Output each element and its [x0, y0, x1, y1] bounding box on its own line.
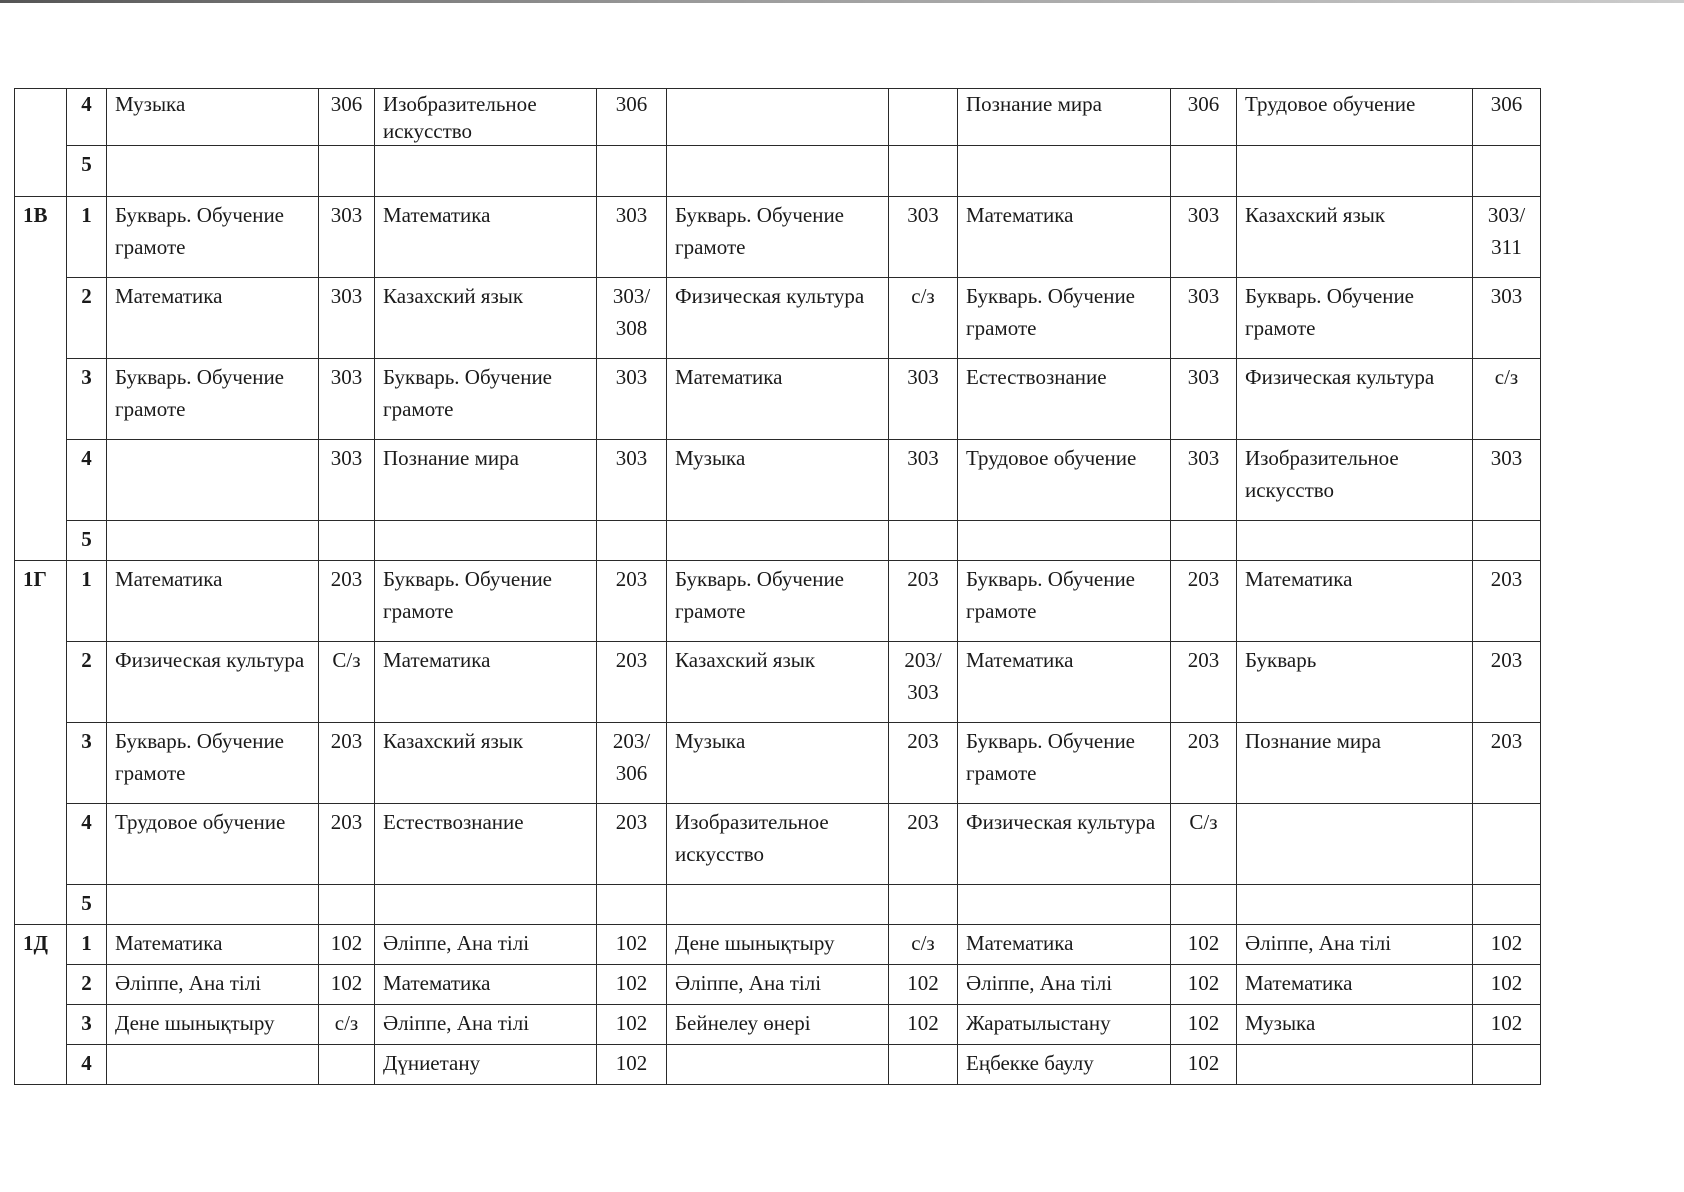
subject-cell: Әліппе, Ана тілі — [667, 965, 889, 1005]
schedule-row — [15, 197, 1541, 278]
schedule-row — [15, 146, 1541, 197]
subject-cell: Физическая культура — [1237, 359, 1473, 440]
subject-cell: Трудовое обучение — [107, 804, 319, 885]
subject-cell: Математика — [1237, 561, 1473, 642]
class-label: 1Д — [15, 925, 67, 1085]
subject-cell: Познание мира — [1237, 723, 1473, 804]
class-label: 1Г — [15, 561, 67, 925]
room-cell: с/з — [319, 1005, 375, 1045]
room-cell: 102 — [889, 965, 958, 1005]
room-cell: 203 — [1473, 723, 1541, 804]
subject-cell: Музыка — [1237, 1005, 1473, 1045]
subject-cell — [107, 1045, 319, 1085]
room-cell: 102 — [597, 1045, 667, 1085]
schedule-row — [15, 278, 1541, 359]
subject-cell: Математика — [958, 642, 1171, 723]
room-cell: 303 — [1473, 278, 1541, 359]
subject-cell: Музыка — [667, 723, 889, 804]
lesson-number: 3 — [67, 723, 107, 804]
room-cell: 203 — [597, 804, 667, 885]
room-cell: 303 — [889, 359, 958, 440]
subject-cell — [107, 885, 319, 925]
room-cell: 303 — [597, 359, 667, 440]
class-label: 1В — [15, 197, 67, 561]
subject-cell: Букварь. Обучение грамоте — [107, 197, 319, 278]
room-cell: 203 — [889, 561, 958, 642]
subject-cell: Математика — [375, 642, 597, 723]
subject-cell: Естествознание — [958, 359, 1171, 440]
subject-cell: Букварь. Обучение грамоте — [107, 359, 319, 440]
room-cell: 102 — [597, 965, 667, 1005]
subject-cell — [667, 89, 889, 146]
room-cell: 306 — [597, 89, 667, 146]
subject-cell: Музыка — [107, 89, 319, 146]
subject-cell: Трудовое обучение — [1237, 89, 1473, 146]
room-cell — [1171, 521, 1237, 561]
subject-cell: Әліппе, Ана тілі — [375, 925, 597, 965]
room-cell: 102 — [319, 965, 375, 1005]
scan-edge-line — [0, 0, 1684, 3]
room-cell: 203 — [1473, 642, 1541, 723]
room-cell — [1171, 885, 1237, 925]
subject-cell: Музыка — [667, 440, 889, 521]
subject-cell: Математика — [375, 965, 597, 1005]
subject-cell: Трудовое обучение — [958, 440, 1171, 521]
room-cell: 306 — [1473, 89, 1541, 146]
lesson-number: 2 — [67, 642, 107, 723]
subject-cell: Әліппе, Ана тілі — [375, 1005, 597, 1045]
schedule-table — [14, 88, 1541, 1085]
room-cell — [889, 1045, 958, 1085]
room-cell: 102 — [1473, 925, 1541, 965]
subject-cell: Физическая культура — [107, 642, 319, 723]
room-cell: 203 — [319, 723, 375, 804]
subject-cell: Әліппе, Ана тілі — [1237, 925, 1473, 965]
subject-cell: Физическая культура — [958, 804, 1171, 885]
room-cell: 303 — [1171, 359, 1237, 440]
room-cell — [1473, 885, 1541, 925]
lesson-number: 4 — [67, 89, 107, 146]
room-cell: 303/ 311 — [1473, 197, 1541, 278]
room-cell: 306 — [319, 89, 375, 146]
room-cell: 203 — [889, 723, 958, 804]
lesson-number: 3 — [67, 359, 107, 440]
subject-cell: Естествознание — [375, 804, 597, 885]
room-cell — [597, 521, 667, 561]
room-cell: 203/ 303 — [889, 642, 958, 723]
subject-cell — [667, 146, 889, 197]
room-cell — [597, 146, 667, 197]
room-cell: С/з — [319, 642, 375, 723]
schedule-row — [15, 925, 1541, 965]
lesson-number: 2 — [67, 278, 107, 359]
room-cell: 102 — [1171, 1045, 1237, 1085]
room-cell — [889, 521, 958, 561]
subject-cell: Букварь. Обучение грамоте — [667, 561, 889, 642]
subject-cell: Математика — [958, 925, 1171, 965]
subject-cell — [107, 440, 319, 521]
room-cell: 102 — [1171, 1005, 1237, 1045]
room-cell — [597, 885, 667, 925]
room-cell: 303 — [889, 197, 958, 278]
room-cell: 306 — [1171, 89, 1237, 146]
schedule-row — [15, 440, 1541, 521]
subject-cell: Математика — [667, 359, 889, 440]
room-cell: 102 — [1171, 925, 1237, 965]
subject-cell: Букварь. Обучение грамоте — [375, 561, 597, 642]
room-cell: 303 — [1473, 440, 1541, 521]
room-cell: 203 — [1473, 561, 1541, 642]
subject-cell: Познание мира — [375, 440, 597, 521]
room-cell — [319, 885, 375, 925]
room-cell: с/з — [889, 925, 958, 965]
room-cell: 102 — [319, 925, 375, 965]
subject-cell: Математика — [958, 197, 1171, 278]
subject-cell — [107, 146, 319, 197]
room-cell: 102 — [597, 925, 667, 965]
room-cell: 203 — [319, 804, 375, 885]
room-cell: 303 — [319, 278, 375, 359]
subject-cell — [107, 521, 319, 561]
room-cell — [319, 521, 375, 561]
subject-cell: Познание мира — [958, 89, 1171, 146]
lesson-number: 5 — [67, 885, 107, 925]
room-cell — [1473, 804, 1541, 885]
room-cell: 203/ 306 — [597, 723, 667, 804]
subject-cell: Изобразительное искусство — [375, 89, 597, 146]
subject-cell: Казахский язык — [375, 723, 597, 804]
schedule-row — [15, 89, 1541, 146]
room-cell: 203 — [597, 642, 667, 723]
subject-cell — [1237, 521, 1473, 561]
subject-cell: Дене шынықтыру — [107, 1005, 319, 1045]
room-cell — [1171, 146, 1237, 197]
room-cell: 203 — [597, 561, 667, 642]
room-cell: 303 — [597, 440, 667, 521]
schedule-row — [15, 965, 1541, 1005]
room-cell: 102 — [1171, 965, 1237, 1005]
schedule-row — [15, 804, 1541, 885]
subject-cell: Математика — [107, 561, 319, 642]
subject-cell: Казахский язык — [375, 278, 597, 359]
room-cell — [319, 1045, 375, 1085]
lesson-number: 1 — [67, 561, 107, 642]
room-cell: 203 — [1171, 561, 1237, 642]
room-cell: 203 — [1171, 723, 1237, 804]
lesson-number: 4 — [67, 804, 107, 885]
room-cell — [889, 885, 958, 925]
subject-cell: Әліппе, Ана тілі — [958, 965, 1171, 1005]
room-cell: 303 — [319, 197, 375, 278]
schedule-row — [15, 359, 1541, 440]
lesson-number: 2 — [67, 965, 107, 1005]
schedule-row — [15, 642, 1541, 723]
schedule-row — [15, 521, 1541, 561]
subject-cell: Букварь. Обучение грамоте — [667, 197, 889, 278]
subject-cell — [667, 521, 889, 561]
room-cell — [1473, 146, 1541, 197]
schedule-row — [15, 723, 1541, 804]
subject-cell: Дүниетану — [375, 1045, 597, 1085]
room-cell: 303 — [1171, 197, 1237, 278]
room-cell: 303 — [889, 440, 958, 521]
subject-cell: Әліппе, Ана тілі — [107, 965, 319, 1005]
subject-cell: Изобразительное искусство — [1237, 440, 1473, 521]
subject-cell: Математика — [107, 925, 319, 965]
subject-cell — [375, 146, 597, 197]
class-label — [15, 89, 67, 197]
subject-cell — [1237, 146, 1473, 197]
room-cell — [889, 89, 958, 146]
room-cell — [319, 146, 375, 197]
room-cell: 102 — [889, 1005, 958, 1045]
lesson-number: 5 — [67, 521, 107, 561]
lesson-number: 4 — [67, 440, 107, 521]
room-cell: с/з — [1473, 359, 1541, 440]
lesson-number: 3 — [67, 1005, 107, 1045]
room-cell — [1473, 521, 1541, 561]
subject-cell: Математика — [107, 278, 319, 359]
subject-cell — [375, 885, 597, 925]
room-cell: 303 — [1171, 440, 1237, 521]
lesson-number: 4 — [67, 1045, 107, 1085]
room-cell: 203 — [889, 804, 958, 885]
subject-cell — [1237, 885, 1473, 925]
subject-cell — [667, 885, 889, 925]
room-cell — [1473, 1045, 1541, 1085]
room-cell: 303 — [319, 440, 375, 521]
subject-cell: Букварь. Обучение грамоте — [375, 359, 597, 440]
lesson-number: 5 — [67, 146, 107, 197]
subject-cell: Жаратылыстану — [958, 1005, 1171, 1045]
room-cell: 102 — [1473, 1005, 1541, 1045]
subject-cell: Дене шынықтыру — [667, 925, 889, 965]
room-cell: 303/ 308 — [597, 278, 667, 359]
subject-cell: Букварь — [1237, 642, 1473, 723]
room-cell: С/з — [1171, 804, 1237, 885]
subject-cell — [958, 885, 1171, 925]
subject-cell: Букварь. Обучение грамоте — [958, 278, 1171, 359]
subject-cell: Математика — [375, 197, 597, 278]
schedule-row — [15, 561, 1541, 642]
room-cell: 303 — [1171, 278, 1237, 359]
subject-cell: Физическая культура — [667, 278, 889, 359]
subject-cell: Математика — [1237, 965, 1473, 1005]
subject-cell: Букварь. Обучение грамоте — [958, 723, 1171, 804]
subject-cell — [375, 521, 597, 561]
room-cell: 203 — [319, 561, 375, 642]
room-cell: 303 — [319, 359, 375, 440]
subject-cell: Изобразительное искусство — [667, 804, 889, 885]
subject-cell: Казахский язык — [667, 642, 889, 723]
room-cell: 102 — [1473, 965, 1541, 1005]
subject-cell — [958, 146, 1171, 197]
subject-cell — [1237, 804, 1473, 885]
subject-cell: Еңбекке баулу — [958, 1045, 1171, 1085]
room-cell: 203 — [1171, 642, 1237, 723]
schedule-row — [15, 885, 1541, 925]
room-cell: с/з — [889, 278, 958, 359]
room-cell: 303 — [597, 197, 667, 278]
lesson-number: 1 — [67, 925, 107, 965]
subject-cell: Букварь. Обучение грамоте — [958, 561, 1171, 642]
subject-cell — [1237, 1045, 1473, 1085]
schedule-row — [15, 1005, 1541, 1045]
subject-cell — [958, 521, 1171, 561]
room-cell: 102 — [597, 1005, 667, 1045]
schedule-body — [15, 89, 1541, 1085]
subject-cell — [667, 1045, 889, 1085]
subject-cell: Букварь. Обучение грамоте — [1237, 278, 1473, 359]
room-cell — [889, 146, 958, 197]
subject-cell: Бейнелеу өнері — [667, 1005, 889, 1045]
lesson-number: 1 — [67, 197, 107, 278]
schedule-row — [15, 1045, 1541, 1085]
subject-cell: Букварь. Обучение грамоте — [107, 723, 319, 804]
subject-cell: Казахский язык — [1237, 197, 1473, 278]
